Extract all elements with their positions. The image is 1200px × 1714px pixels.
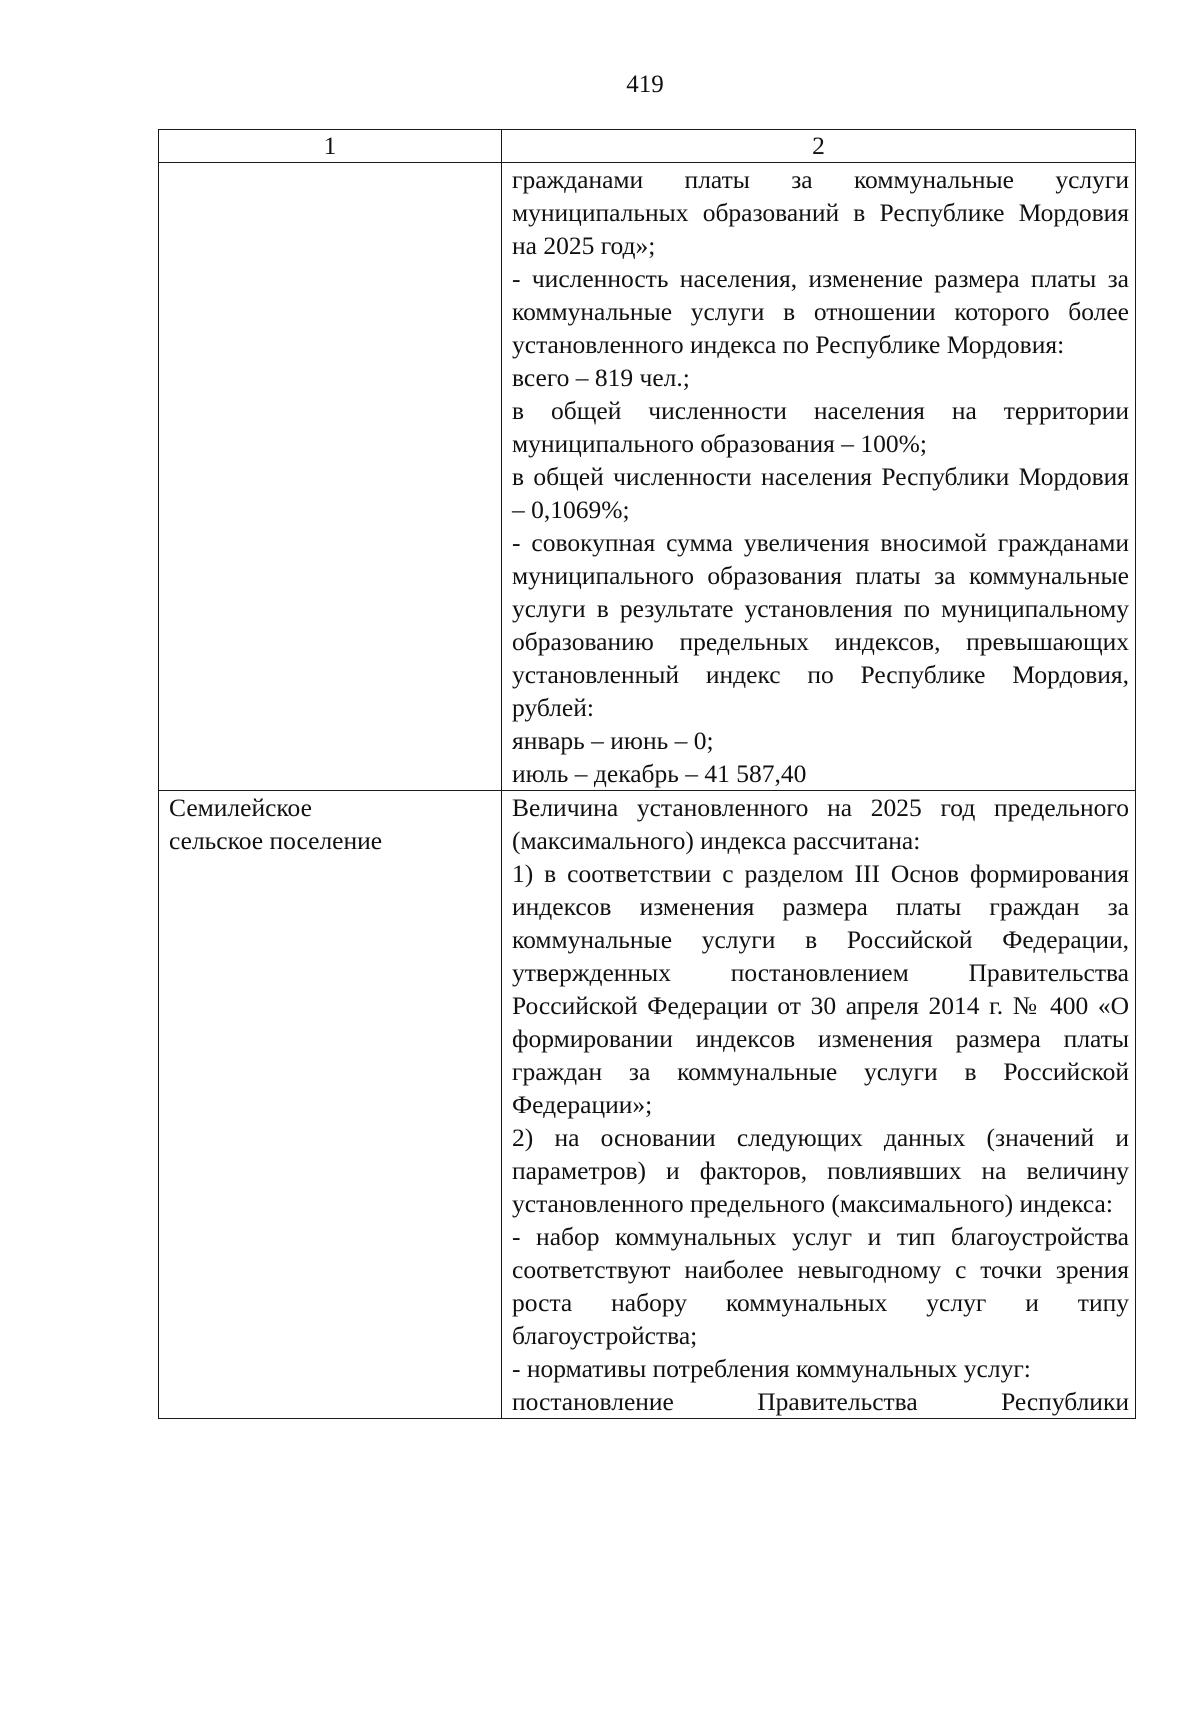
paragraph: в общей численности населения на территории муниципального образования – 100%;: [512, 396, 1129, 458]
column-header-2: 2: [502, 130, 1136, 163]
table-row: [159, 791, 1136, 1419]
paragraph: январь – июнь – 0;: [512, 726, 714, 755]
paragraph: 1) в соответствии с разделом III Основ формирования индексов изменения размера платы граждан за коммунальные услуги в Российской Федерации, утвержденных постановлением Правительства Российской Федерации от 30 апреля 2014 г. № 400 «О формировании индексов изменения размера платы граждан за коммунальные услуги в Российской Федерации»;: [512, 859, 1129, 1119]
paragraph: - совокупная сумма увеличения вносимой гражданами муниципального образования платы за коммунальные услуги в результате установления по муниципальному образованию предельных индексов, превышающих установленный индекс по Республике Мордовия, рублей:: [512, 528, 1129, 722]
municipality-name: Семилейское сельское поселение: [169, 793, 383, 855]
municipality-cell: [159, 791, 502, 1419]
paragraph: гражданами платы за коммунальные услуги муниципальных образований в Республике Мордовия на 2025 год»;: [512, 165, 1129, 260]
paragraph: 2) на основании следующих данных (значений и параметров) и факторов, повлиявших на величину установленного предельного (максимального) индекса:: [512, 1123, 1129, 1218]
table-header-row: [159, 130, 1136, 163]
page-number: 419: [626, 71, 664, 98]
paragraph: в общей численности населения Республики Мордовия – 0,1069%;: [512, 462, 1129, 524]
description-cell: [502, 791, 1136, 1419]
column-header-1: 1: [159, 130, 502, 163]
table-row: [159, 163, 1136, 791]
municipality-cell: [159, 163, 502, 791]
document-table: [158, 129, 1136, 1419]
paragraph: постановление Правительства Республики: [512, 1387, 1129, 1416]
paragraph: - набор коммунальных услуг и тип благоустройства соответствуют наиболее невыгодному с точки зрения роста набору коммунальных услуг и типу благоустройства;: [512, 1222, 1129, 1350]
description-cell: [502, 163, 1136, 791]
paragraph: - численность населения, изменение размера платы за коммунальные услуги в отношении которого более установленного индекса по Республике Мордовия:: [512, 264, 1129, 359]
paragraph: всего – 819 чел.;: [512, 363, 690, 392]
paragraph: Величина установленного на 2025 год предельного (максимального) индекса рассчитана:: [512, 793, 1129, 855]
paragraph: - нормативы потребления коммунальных услуг:: [512, 1354, 1031, 1383]
paragraph: июль – декабрь – 41 587,40: [512, 759, 807, 788]
